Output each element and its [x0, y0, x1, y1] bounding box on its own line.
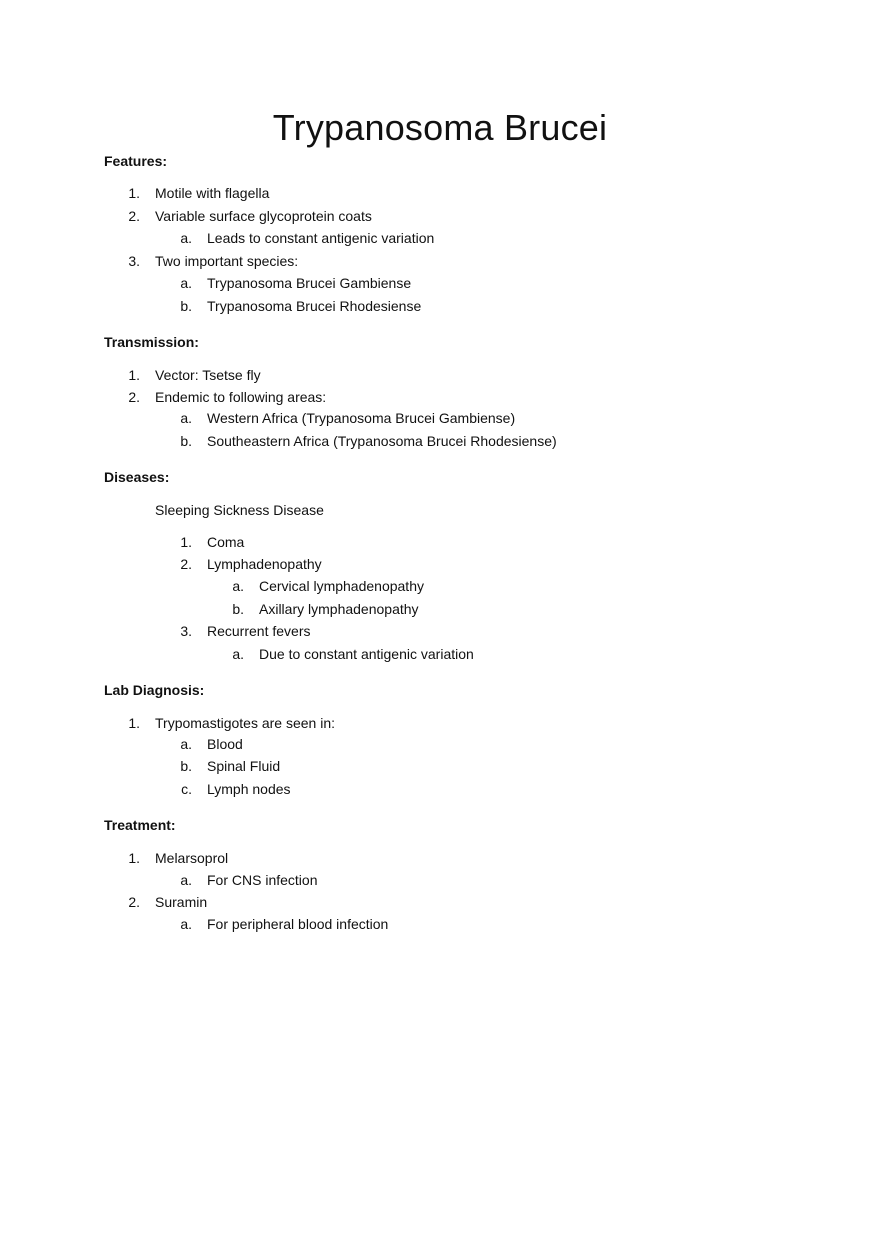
- list-item: For CNS infection: [207, 872, 318, 888]
- list-marker: 1.: [128, 850, 140, 866]
- section-heading-transmission: Transmission:: [104, 334, 199, 350]
- list-item: Motile with flagella: [155, 185, 270, 201]
- list-item: Axillary lymphadenopathy: [259, 601, 419, 617]
- page-title: Trypanosoma Brucei: [272, 107, 608, 148]
- list-item: Melarsoprol: [155, 850, 229, 866]
- list-marker: 2.: [128, 208, 140, 224]
- list-marker: 2.: [128, 894, 140, 910]
- disease-name: Sleeping Sickness Disease: [155, 502, 324, 518]
- list-marker: 1.: [128, 367, 140, 383]
- list-marker: b.: [180, 298, 192, 314]
- list-marker: a.: [180, 410, 192, 426]
- list-item: Southeastern Africa (Trypanosoma Brucei Rhodesiense): [207, 433, 557, 449]
- list-item: Recurrent fevers: [207, 623, 311, 639]
- list-marker: 2.: [180, 556, 192, 572]
- section-heading-features: Features:: [104, 153, 168, 169]
- list-item: Coma: [207, 534, 245, 550]
- list-marker: a.: [232, 646, 244, 662]
- list-marker: 1.: [128, 185, 140, 201]
- list-marker: a.: [180, 872, 192, 888]
- list-item: Spinal Fluid: [207, 758, 281, 774]
- list-marker: a.: [180, 916, 192, 932]
- list-item: Two important species:: [155, 253, 299, 269]
- list-marker: 1.: [128, 715, 140, 731]
- list-item: Blood: [207, 736, 243, 752]
- list-item: For peripheral blood infection: [207, 916, 389, 932]
- list-item: Trypomastigotes are seen in:: [155, 715, 336, 731]
- list-marker: a.: [180, 736, 192, 752]
- list-marker: a.: [232, 578, 244, 594]
- list-marker: a.: [180, 230, 192, 246]
- list-item: Lymph nodes: [207, 781, 291, 797]
- list-item: Due to constant antigenic variation: [259, 646, 474, 662]
- list-marker: 2.: [128, 389, 140, 405]
- list-item: Leads to constant antigenic variation: [207, 230, 435, 246]
- list-marker: b.: [180, 758, 192, 774]
- section-heading-lab-diagnosis: Lab Diagnosis:: [104, 682, 205, 698]
- section-heading-diseases: Diseases:: [104, 469, 170, 485]
- list-item: Lymphadenopathy: [207, 556, 322, 572]
- list-item: Western Africa (Trypanosoma Brucei Gambiense): [207, 410, 516, 426]
- list-item: Vector: Tsetse fly: [155, 367, 261, 383]
- list-marker: c.: [181, 781, 192, 797]
- list-item: Endemic to following areas:: [155, 389, 327, 405]
- list-marker: b.: [180, 433, 192, 449]
- list-marker: b.: [232, 601, 244, 617]
- list-item: Cervical lymphadenopathy: [259, 578, 424, 594]
- list-item: Suramin: [155, 894, 208, 910]
- list-item: Variable surface glycoprotein coats: [155, 208, 372, 224]
- section-heading-treatment: Treatment:: [104, 817, 176, 833]
- list-marker: 1.: [180, 534, 192, 550]
- list-marker: a.: [180, 275, 192, 291]
- list-marker: 3.: [128, 253, 140, 269]
- list-item: Trypanosoma Brucei Rhodesiense: [207, 298, 422, 314]
- list-marker: 3.: [180, 623, 192, 639]
- list-item: Trypanosoma Brucei Gambiense: [207, 275, 412, 291]
